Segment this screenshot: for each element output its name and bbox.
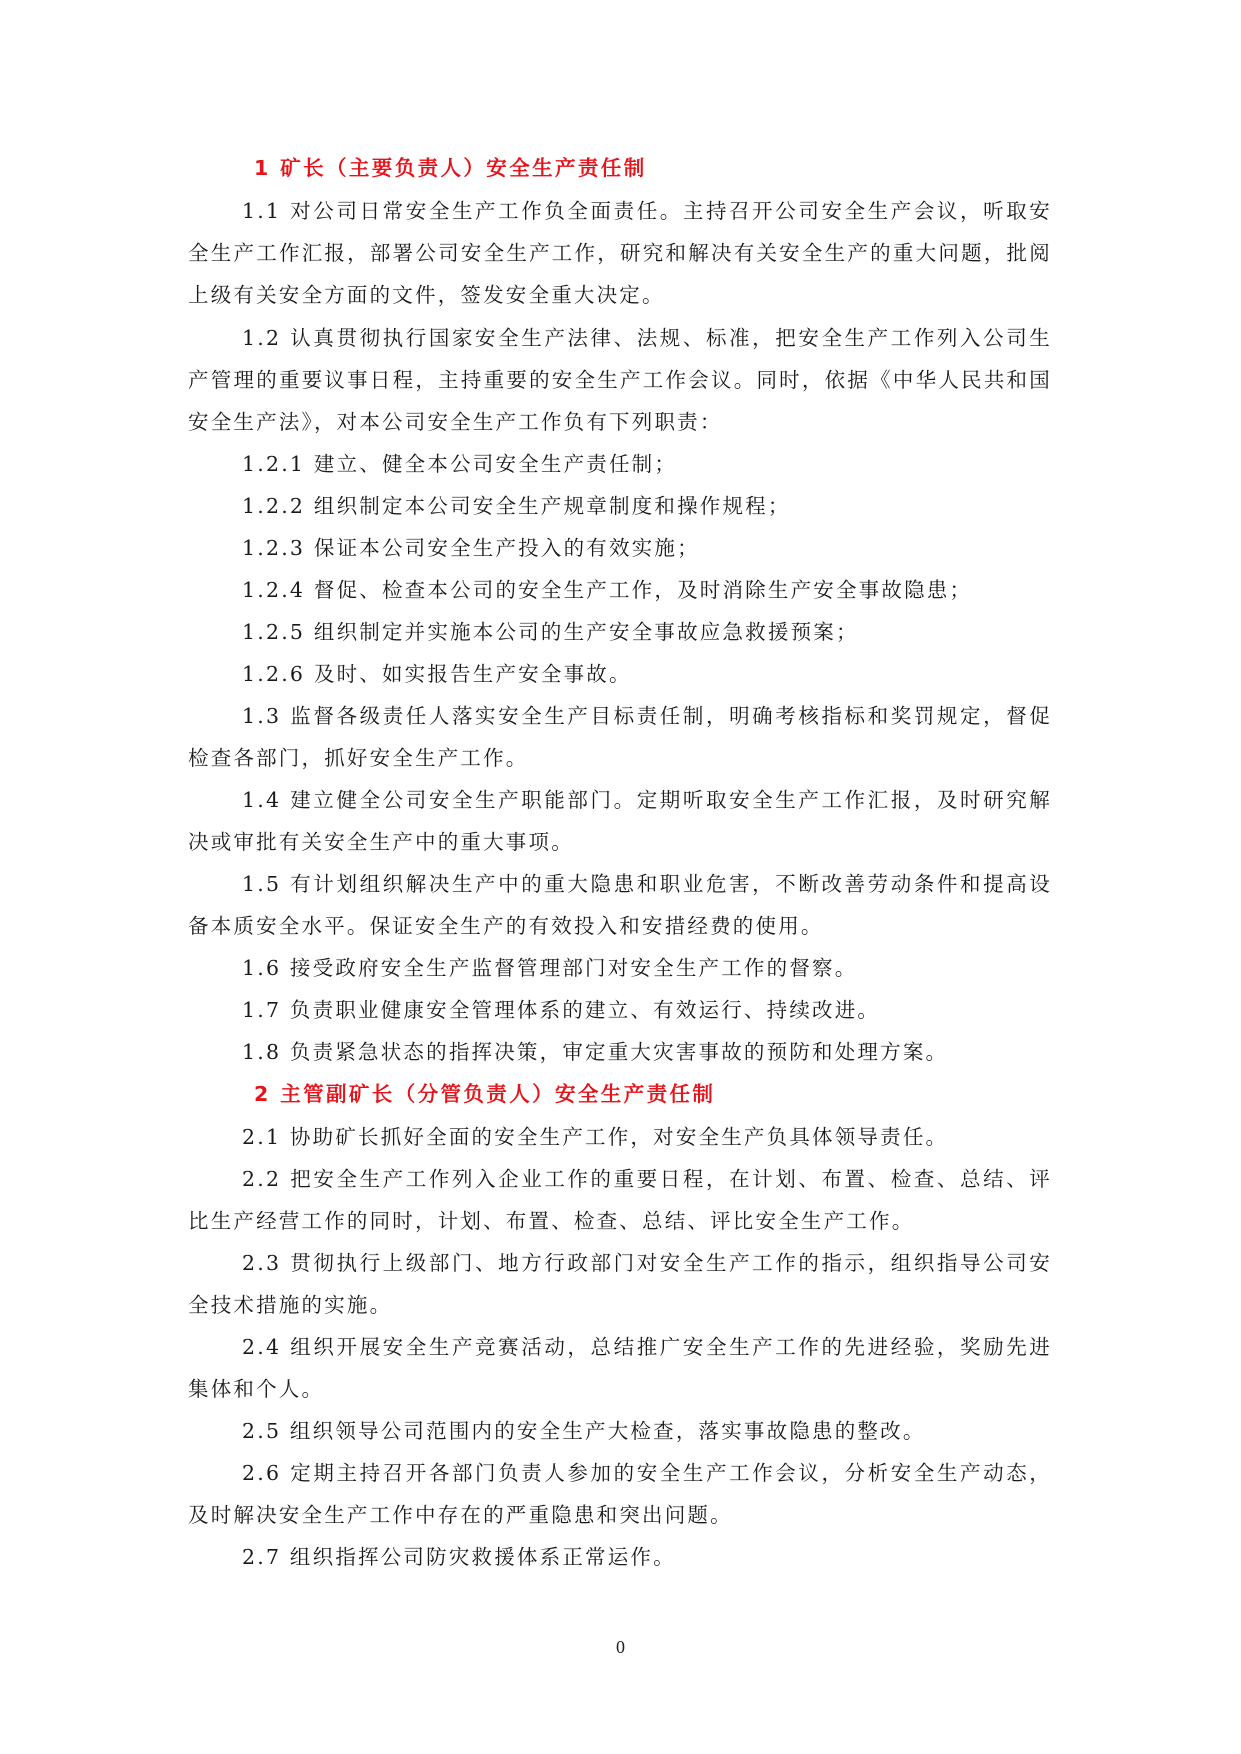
clause-1-2-6: 1.2.6 及时、如实报告生产安全事故。 [242,662,632,686]
section-heading-1: 1 矿长（主要负责人）安全生产责任制 [254,156,647,180]
clause-2-2: 2.2 把安全生产工作列入企业工作的重要日程，在计划、布置、检查、总结、评比生产经营工作的同时，计划、布置、检查、总结、评比安全生产工作。 [188,1167,1052,1233]
clause-1-4: 1.4 建立健全公司安全生产职能部门。定期听取安全生产工作汇报，及时研究解决或审批有关安全生产中的重大事项。 [188,788,1052,854]
clause-1-5: 1.5 有计划组织解决生产中的重大隐患和职业危害，不断改善劳动条件和提高设备本质安全水平。保证安全生产的有效投入和安措经费的使用。 [188,872,1052,938]
clause-2-1: 2.1 协助矿长抓好全面的安全生产工作，对安全生产负具体领导责任。 [242,1125,949,1149]
clause-1-2-5: 1.2.5 组织制定并实施本公司的生产安全事故应急救援预案； [242,620,859,644]
clause-1-3: 1.3 监督各级责任人落实安全生产目标责任制，明确考核指标和奖罚规定，督促检查各部门，抓好安全生产工作。 [188,704,1052,770]
section-heading-2: 2 主管副矿长（分管负责人）安全生产责任制 [254,1082,716,1106]
clause-1-2-2: 1.2.2 组织制定本公司安全生产规章制度和操作规程； [242,494,791,518]
clause-1-2-3: 1.2.3 保证本公司安全生产投入的有效实施； [242,536,700,560]
clause-1-7: 1.7 负责职业健康安全管理体系的建立、有效运行、持续改进。 [242,998,881,1022]
clause-2-4: 2.4 组织开展安全生产竞赛活动，总结推广安全生产工作的先进经验，奖励先进集体和个人。 [188,1335,1052,1401]
clause-2-7: 2.7 组织指挥公司防灾救援体系正常运作。 [242,1545,676,1569]
document-body [188,147,1052,1578]
clause-1-2: 1.2 认真贯彻执行国家安全生产法律、法规、标准，把安全生产工作列入公司生产管理的重要议事日程，主持重要的安全生产工作会议。同时，依据《中华人民共和国安全生产法》，对本公司安全生产工作负有下列职责： [188,326,1052,434]
page-number: 0 [616,1637,625,1657]
clause-2-5: 2.5 组织领导公司范围内的安全生产大检查，落实事故隐患的整改。 [242,1419,926,1443]
clause-1-2-4: 1.2.4 督促、检查本公司的安全生产工作，及时消除生产安全事故隐患； [242,578,973,602]
clause-1-6: 1.6 接受政府安全生产监督管理部门对安全生产工作的督察。 [242,956,858,980]
clause-2-6: 2.6 定期主持召开各部门负责人参加的安全生产工作会议，分析安全生产动态，及时解决安全生产工作中存在的严重隐患和突出问题。 [188,1461,1052,1527]
clause-2-3: 2.3 贯彻执行上级部门、地方行政部门对安全生产工作的指示，组织指导公司安全技术措施的实施。 [188,1251,1052,1317]
clause-1-1: 1.1 对公司日常安全生产工作负全面责任。主持召开公司安全生产会议，听取安全生产工作汇报，部署公司安全生产工作，研究和解决有关安全生产的重大问题，批阅上级有关安全方面的文件，签发安全重大决定。 [188,199,1052,307]
clause-1-2-1: 1.2.1 建立、健全本公司安全生产责任制； [242,452,678,476]
clause-1-8: 1.8 负责紧急状态的指挥决策，审定重大灾害事故的预防和处理方案。 [242,1040,949,1064]
